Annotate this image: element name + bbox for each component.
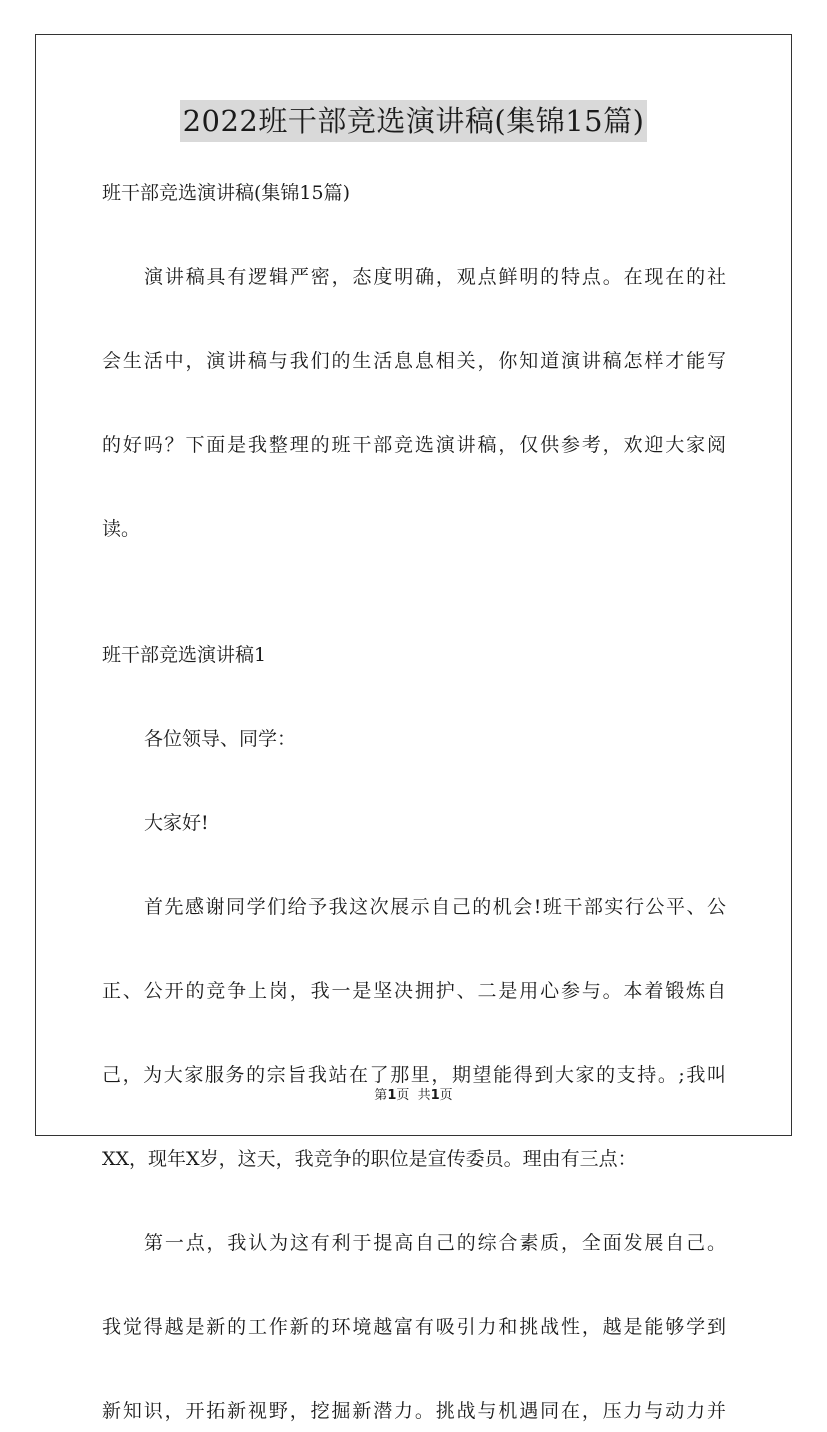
document-title: 2022班干部竞选演讲稿(集锦15篇) [180, 100, 648, 142]
paragraph-line: XX，现年X岁，这天，我竞争的职位是宣传委员。理由有三点： [102, 1148, 637, 1170]
page-footer [0, 1084, 827, 1103]
document-body [102, 172, 726, 1432]
page-mid: 页 共 [396, 1088, 431, 1103]
intro-line: 演讲稿具有逻辑严密，态度明确，观点鲜明的特点。在现在的社 [144, 266, 726, 288]
page-suffix: 页 [439, 1088, 453, 1103]
intro-line: 会生活中，演讲稿与我们的生活息息相关，你知道演讲稿怎样才能写 [102, 350, 726, 372]
paragraph-line: 我觉得越是新的工作新的环境越富有吸引力和挑战性，越是能够学到 [102, 1316, 726, 1338]
paragraph-line: 第一点，我认为这有利于提高自己的综合素质，全面发展自己。 [144, 1232, 726, 1254]
paragraph-line: 新知识，开拓新视野，挖掘新潜力。挑战与机遇同在，压力与动力并 [102, 1400, 726, 1422]
page-total: 1 [430, 1088, 440, 1103]
page-current: 1 [387, 1088, 397, 1103]
paragraph-line: 正、公开的竞争上岗，我一是坚决拥护、二是用心参与。本着锻炼自 [102, 980, 726, 1002]
intro-line: 的好吗？下面是我整理的班干部竞选演讲稿，仅供参考，欢迎大家阅 [102, 434, 726, 456]
page-prefix: 第 [374, 1088, 388, 1103]
salutation: 各位领导、同学： [144, 728, 297, 750]
paragraph-line: 己，为大家服务的宗旨我站在了那里，期望能得到大家的支持。;我叫 [102, 1064, 726, 1086]
greeting: 大家好! [144, 812, 209, 834]
intro-line: 读。 [102, 518, 141, 540]
section-heading: 班干部竞选演讲稿1 [102, 644, 267, 666]
title-block [0, 100, 827, 142]
paragraph-line: 首先感谢同学们给予我这次展示自己的机会!班干部实行公平、公 [144, 896, 726, 918]
document-subtitle: 班干部竞选演讲稿(集锦15篇) [102, 182, 351, 204]
